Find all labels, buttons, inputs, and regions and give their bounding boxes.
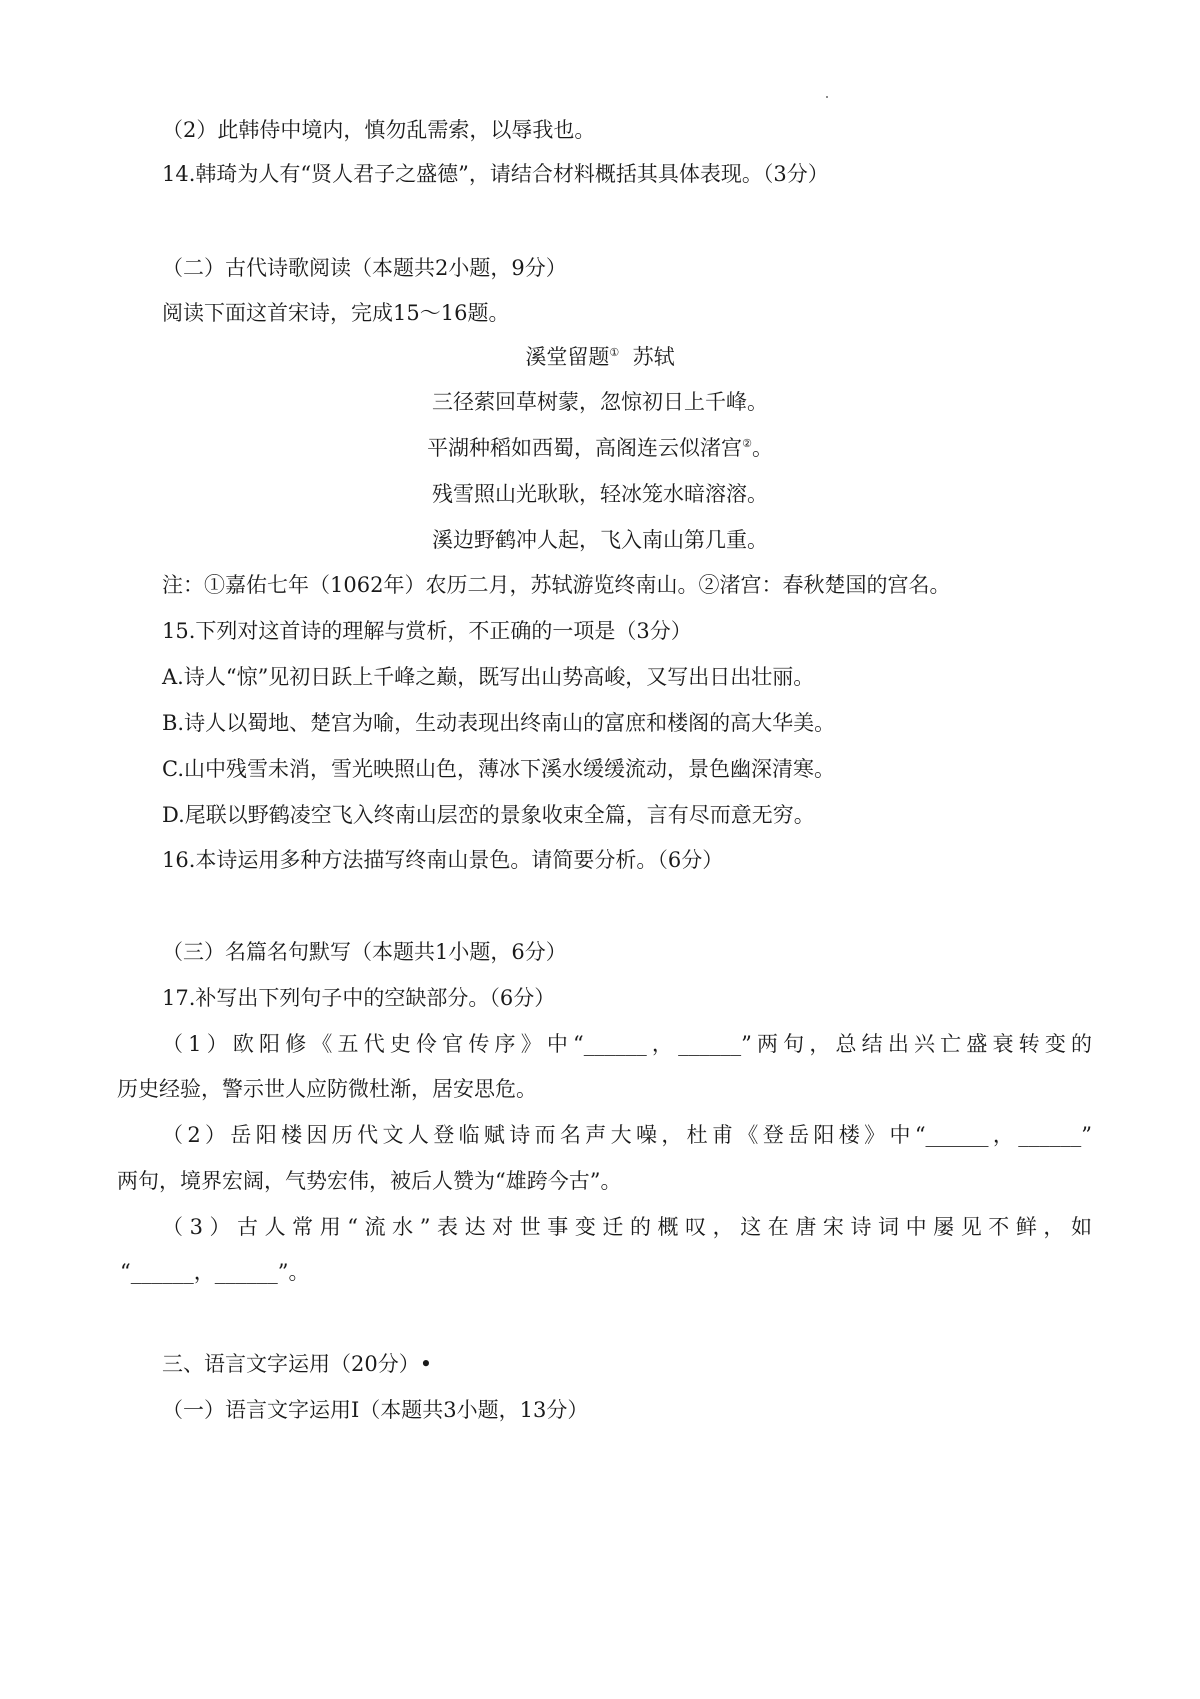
q17-item-2-line-1: （2）岳阳楼因历代文人登临赋诗而名声大噪，杜甫《登岳阳楼》中“______，______” (162, 1123, 1092, 1147)
q17-item-3-line-2: “______，______”。 (120, 1260, 310, 1284)
poem-line-4: 溪边野鹤冲人起，飞入南山第几重。 (432, 528, 768, 552)
poem-title-note-mark: ① (609, 346, 620, 359)
poem-author: 苏轼 (632, 345, 675, 369)
poem-notes: 注：①嘉佑七年（1062年）农历二月，苏轼游览终南山。②渚宫：春秋楚国的宫名。 (162, 573, 951, 597)
q17-item-2-line-2: 两句，境界宏阔，气势宏伟，被后人赞为“雄跨今古”。 (117, 1169, 622, 1193)
poem-line-2-note-mark: ② (742, 437, 752, 450)
poem-line-1: 三径萦回草树蒙，忽惊初日上千峰。 (432, 390, 768, 414)
option-d: D.尾联以野鹤凌空飞入终南山层峦的景象收束全篇，言有尽而意无穷。 (162, 803, 815, 827)
option-b: B.诗人以蜀地、楚宫为喻，生动表现出终南山的富庶和楼阁的高大华美。 (162, 711, 836, 735)
poem-line-2-end: 。 (751, 436, 773, 460)
poem-title: 溪堂留题 (525, 345, 610, 369)
poem-line-3: 残雪照山光耿耿，轻冰笼水暗溶溶。 (432, 482, 768, 506)
poem-line-2-text: 平湖种稻如西蜀，高阁连云似渚宫 (427, 436, 743, 460)
poem-title-line (0, 342, 1200, 372)
option-c: C.山中残雪未消，雪光映照山色，薄冰下溪水缓缓流动，景色幽深清寒。 (162, 757, 835, 781)
language-section-title: 三、语言文字运用（20分）• (162, 1352, 433, 1376)
question-16: 16.本诗运用多种方法描写终南山景色。请简要分析。（6分） (162, 848, 724, 872)
dictation-section-title: （三）名篇名句默写（本题共1小题，6分） (162, 940, 567, 964)
scan-speck (826, 96, 828, 98)
q17-item-1-line-1: （1）欧阳修《五代史伶官传序》中“______，______”两句，总结出兴亡盛衰转变的 (162, 1032, 1092, 1056)
poetry-section-title: （二）古代诗歌阅读（本题共2小题，9分） (162, 256, 567, 280)
q13-item-2: （2）此韩侍中境内，慎勿乱需索，以辱我也。 (162, 118, 596, 142)
q17-item-3-line-1: （3）古人常用“流水”表达对世事变迁的概叹，这在唐宋诗词中屡见不鲜，如 (162, 1215, 1092, 1239)
question-14: 14.韩琦为人有“贤人君子之盛德”，请结合材料概括其具体表现。（3分） (162, 162, 829, 186)
language-subsection-title: （一）语言文字运用I（本题共3小题，13分） (162, 1398, 589, 1422)
question-15: 15.下列对这首诗的理解与赏析，不正确的一项是（3分） (162, 619, 692, 643)
poetry-intro: 阅读下面这首宋诗，完成15～16题。 (162, 301, 510, 325)
q17-item-1-line-2: 历史经验，警示世人应防微杜渐，居安思危。 (117, 1077, 537, 1101)
question-17: 17.补写出下列句子中的空缺部分。（6分） (162, 986, 556, 1010)
option-a: A.诗人“惊”见初日跃上千峰之巅，既写出山势高峻，又写出日出壮丽。 (162, 665, 815, 689)
poem-line-2 (0, 433, 1200, 463)
